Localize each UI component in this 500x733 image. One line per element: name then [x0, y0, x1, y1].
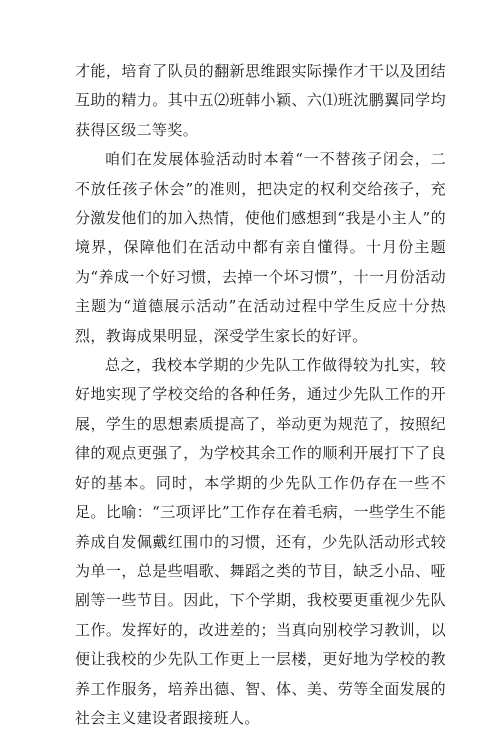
paragraph-1: 才能，培育了队员的翻新思维跟实际操作才干以及团结互助的精力。其中五⑵班韩小颖、六⑴班沈鹏翼同学均获得区级二等奖。: [75, 62, 446, 139]
paragraph-2: 咱们在发展体验活动时本着“一不替孩子闭会，二不放任孩子休会”的准则，把决定的权利交给孩子，充分激发他们的加入热情，使他们感想到“我是小主人”的境界，保障他们在活动中都有亲自懂得。十月份主题为“养成一个好习惯，去掉一个坏习惯”，十一月份活动主题为“道德展示活动”在活动过程中学生反应十分热烈，教诲成果明显，深受学生家长的好评。: [75, 150, 446, 345]
paragraph-3: 总之，我校本学期的少先队工作做得较为扎实，较好地实现了学校交给的各种任务，通过少先队工作的开展，学生的思想素质提高了，举动更为规范了，按照纪律的观点更强了，为学校其余工作的顺利开展打下了良好的基本。同时，本学期的少先队工作仍存在一些不足。比喻：“三项评比”工作存在着毛病，一些学生不能养成自发佩戴红围巾的习惯，还有，少先队活动形式较为单一，总是些唱歌、舞蹈之类的节目，缺乏小品、哑剧等一些节目。因此，下个学期，我校要更重视少先队工作。发挥好的，改进差的；当真向别校学习教训，以便让我校的少先队工作更上一层楼，更好地为学校的教养工作服务，培养出德、智、体、美、劳等全面发展的社会主义建设者跟接班人。: [75, 356, 446, 727]
